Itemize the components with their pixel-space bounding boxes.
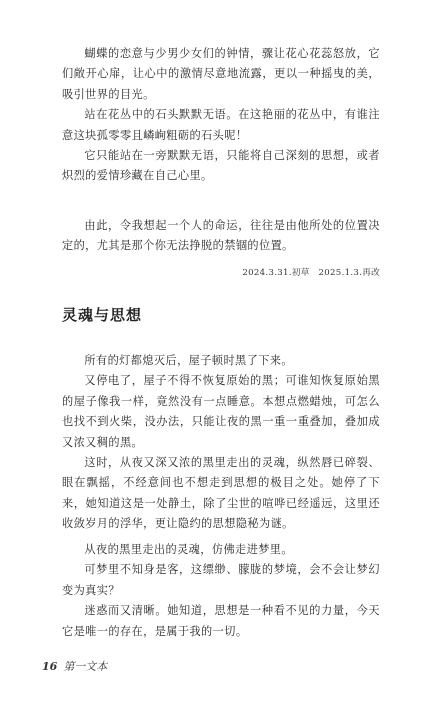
page-number: 16 xyxy=(42,660,58,673)
paragraph: 迷惑而又清晰。她知道，思想是一种看不见的力量，今天它是唯一的存在，是属于我的一切。 xyxy=(62,604,380,638)
paragraph: 由此，令我想起一个人的命运，往往是由他所处的位置决定的，尤其是那个你无法挣脱的禁锢的位置。 xyxy=(62,219,380,253)
essay-body xyxy=(62,351,380,535)
paragraph: 从夜的黑里走出的灵魂，仿佛走进梦里。 xyxy=(84,543,293,556)
essay-title: 灵魂与思想 xyxy=(62,306,143,324)
paragraph: 又停电了，屋子不得不恢复原始的黑；可谁知恢复原始黑的屋子像我一样，竟然没有一点睡意。本想点燃蜡烛，可怎么也找不到火柴，没办法，只能让夜的黑一重一重叠加，叠加成又浓又稠的黑。 xyxy=(62,374,380,449)
essay-body-continued xyxy=(62,540,380,642)
paragraph: 站在花丛中的石头默默无语。在这艳丽的花丛中，有谁注意这块孤零零且嶙峋粗砺的石头呢！ xyxy=(62,108,380,142)
paragraph: 可梦里不知身是客，这缥缈、朦胧的梦境，会不会让梦幻变为真实？ xyxy=(62,563,380,597)
essay-continuation xyxy=(62,44,380,187)
essay-conclusion xyxy=(62,216,380,257)
essay-date: 2024.3.31.初草 2025.1.3.再改 xyxy=(242,268,380,278)
paragraph: 它只能站在一旁默默无语，只能将自己深刻的思想，或者炽烈的爱情珍藏在自己心里。 xyxy=(62,149,380,183)
paragraph: 所有的灯都熄灭后，屋子顿时黑了下来。 xyxy=(84,354,293,367)
paragraph: 蝴蝶的恋意与少男少女们的钟情，骤让花心花蕊怒放，它们敞开心扉，让心中的激情尽意地流露，更以一种摇曳的美，吸引世界的目光。 xyxy=(62,47,380,101)
page-footer xyxy=(42,658,107,674)
paragraph: 这时，从夜又深又浓的黑里走出的灵魂，纵然唇已碎裂、眼在飘摇，不经意间也不想走到思想的极目之处。她停了下来，她知道这是一处静土，除了尘世的喧哗已经遥远，这里还收敛岁月的浮华，更让隐约的思想隐秘为谜。 xyxy=(62,456,380,531)
book-title: 第一文本 xyxy=(63,660,108,673)
